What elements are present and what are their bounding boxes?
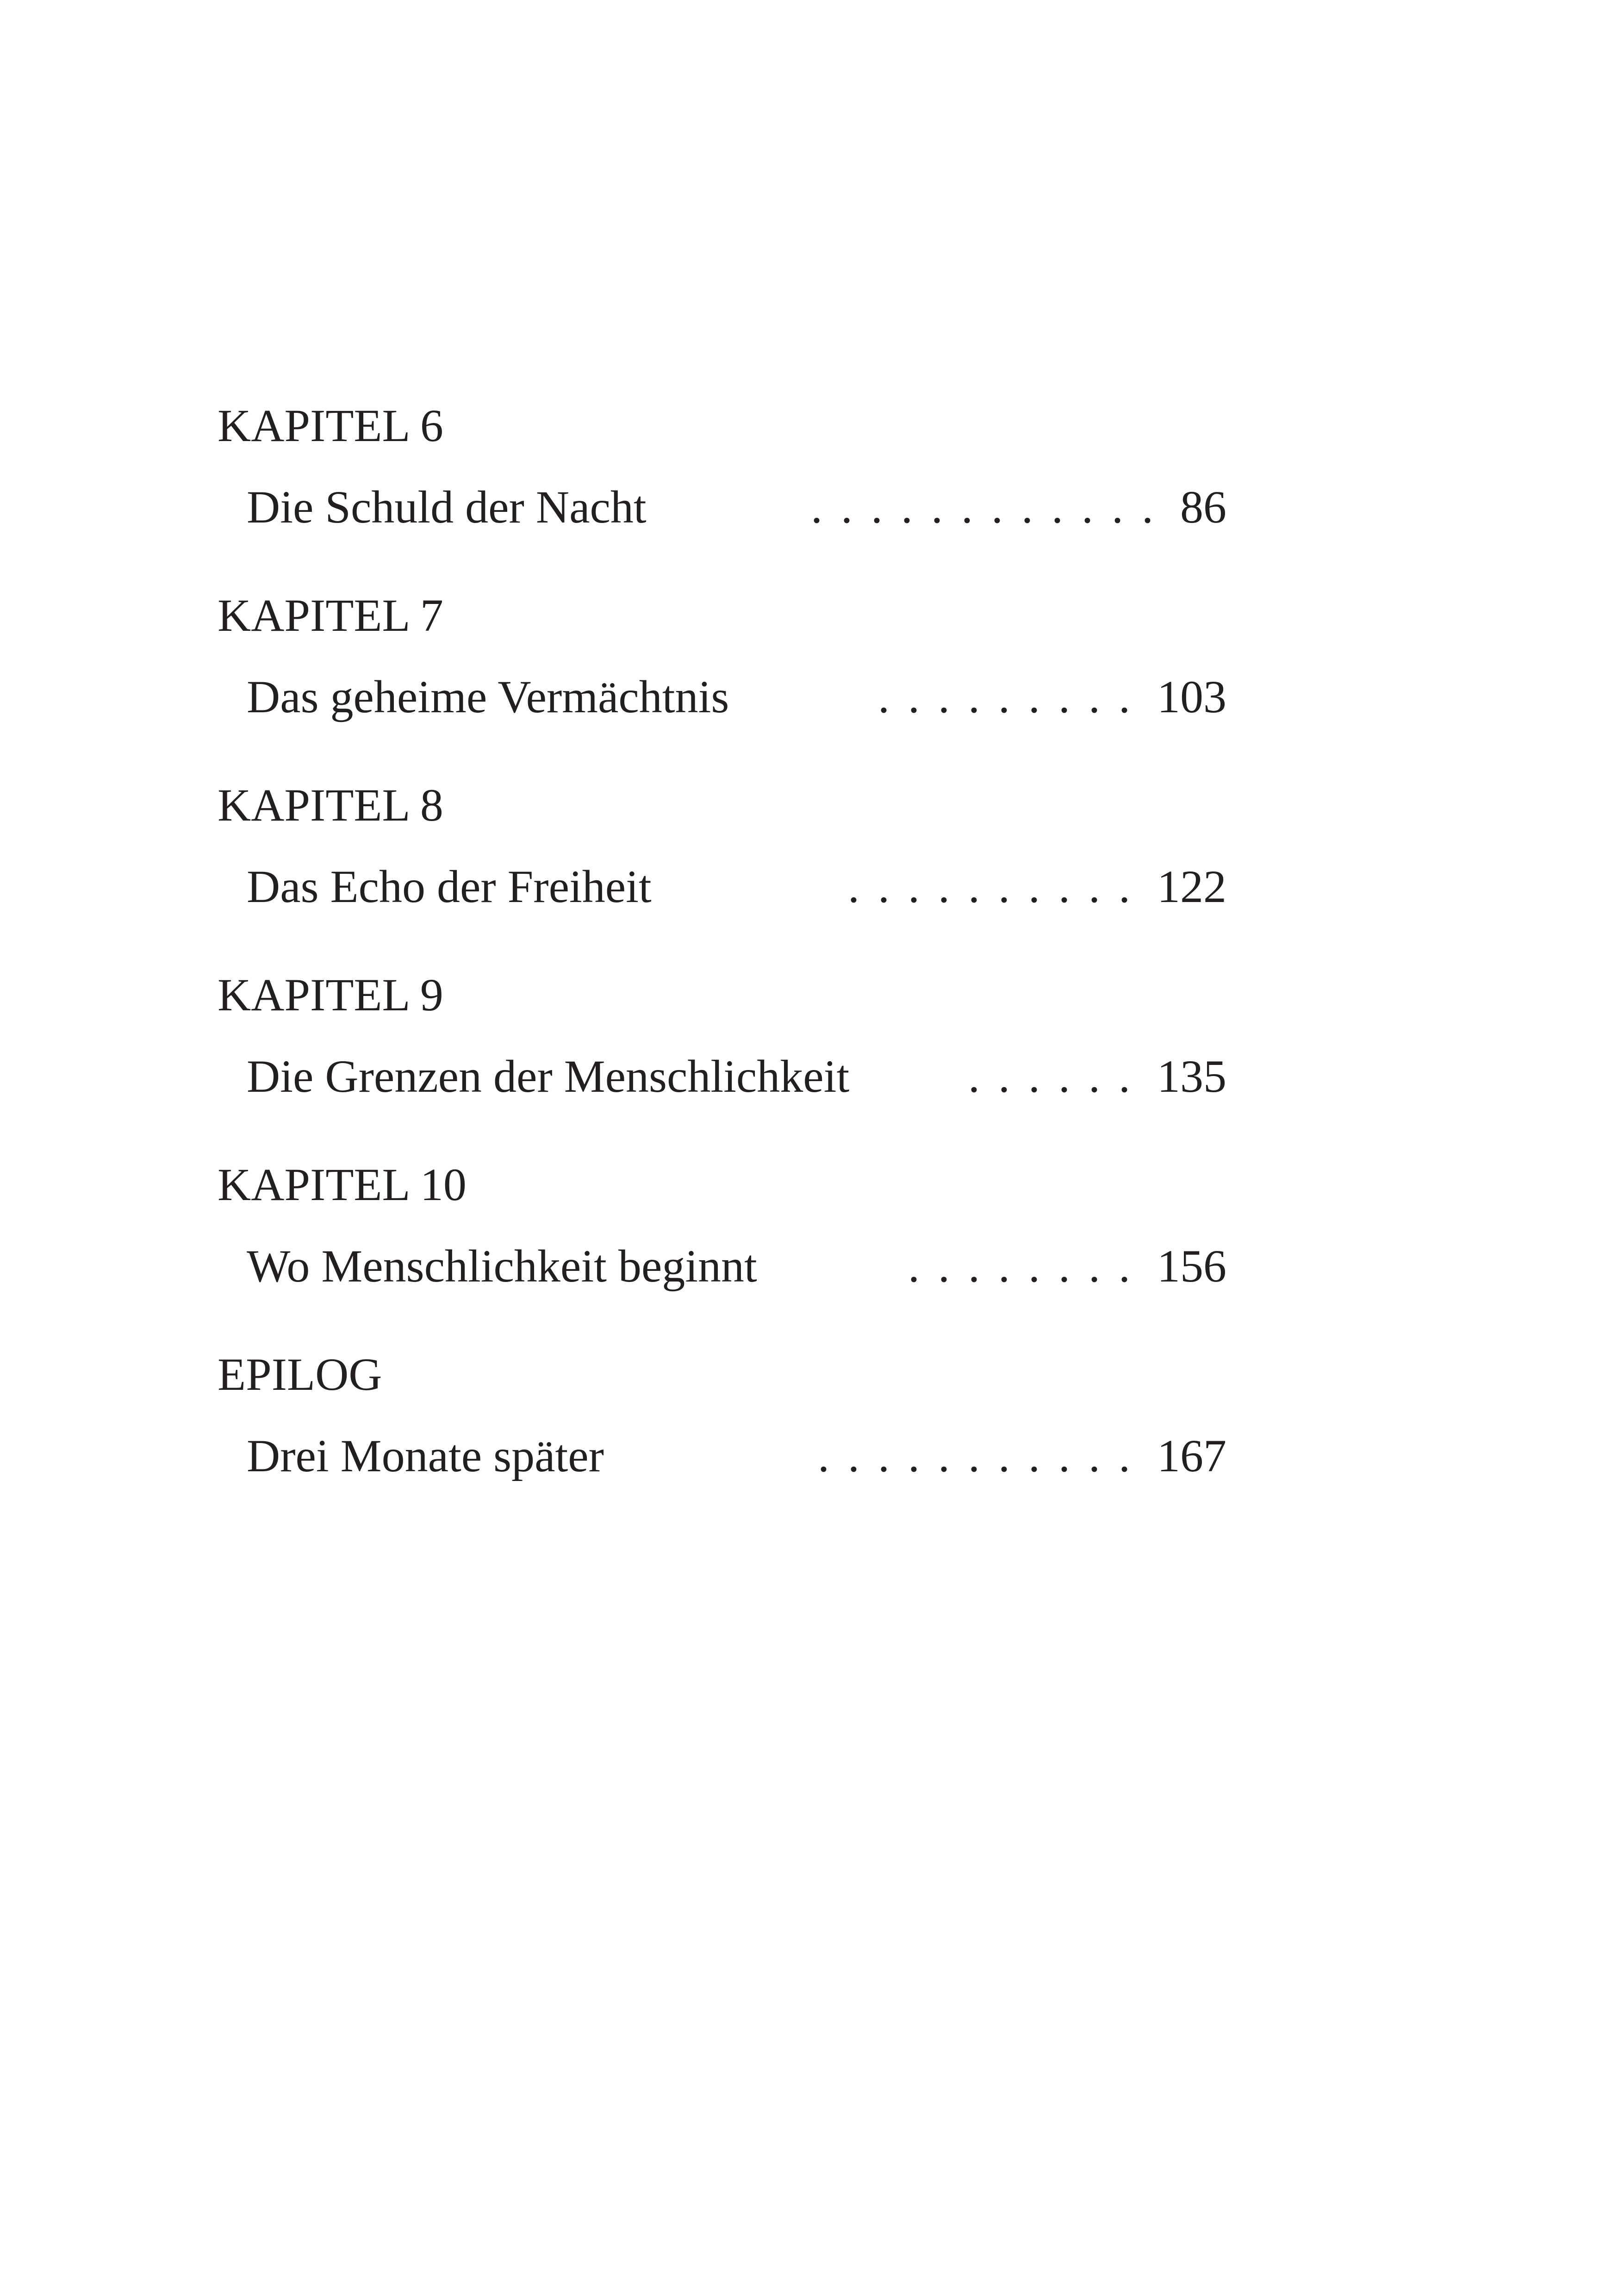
entry-title: Die Schuld der Nacht — [247, 481, 647, 533]
dot-leader: ........ — [908, 1240, 1149, 1292]
chapter-heading: KAPITEL 8 — [218, 779, 443, 831]
toc-entry[interactable] — [247, 1238, 1226, 1294]
chapter-heading: KAPITEL 7 — [218, 590, 443, 641]
toc-section-kapitel-8 — [0, 778, 1618, 967]
toc-section-epilog — [0, 1347, 1618, 1537]
dot-leader: ............ — [811, 481, 1172, 533]
dot-leader: ......... — [878, 671, 1149, 722]
chapter-heading: EPILOG — [218, 1349, 382, 1400]
toc-entry[interactable] — [247, 1428, 1226, 1484]
page-number: 103 — [1157, 671, 1226, 722]
chapter-heading: KAPITEL 6 — [218, 400, 443, 451]
entry-title: Das geheime Vermächtnis — [247, 671, 729, 722]
page-number: 86 — [1180, 481, 1226, 533]
toc-entry[interactable] — [247, 1049, 1226, 1104]
toc-entry[interactable] — [247, 859, 1226, 915]
page-number: 167 — [1157, 1430, 1226, 1481]
toc-entry[interactable] — [247, 669, 1226, 725]
page-number: 122 — [1157, 861, 1226, 912]
toc-section-kapitel-7 — [0, 588, 1618, 778]
entry-title: Drei Monate später — [247, 1430, 604, 1481]
dot-leader: ........... — [818, 1430, 1149, 1481]
entry-title: Die Grenzen der Menschlichkeit — [247, 1051, 850, 1102]
entry-title: Das Echo der Freiheit — [247, 861, 652, 912]
page-number: 135 — [1157, 1051, 1226, 1102]
toc-section-kapitel-9 — [0, 967, 1618, 1157]
chapter-heading: KAPITEL 9 — [218, 969, 443, 1020]
toc-section-kapitel-6 — [0, 398, 1618, 588]
dot-leader: ...... — [968, 1051, 1149, 1102]
toc-section-kapitel-10 — [0, 1157, 1618, 1347]
toc-entry[interactable] — [247, 479, 1226, 535]
page-number: 156 — [1157, 1240, 1226, 1292]
entry-title: Wo Menschlichkeit beginnt — [247, 1240, 757, 1292]
dot-leader: .......... — [848, 861, 1149, 912]
chapter-heading: KAPITEL 10 — [218, 1159, 467, 1210]
